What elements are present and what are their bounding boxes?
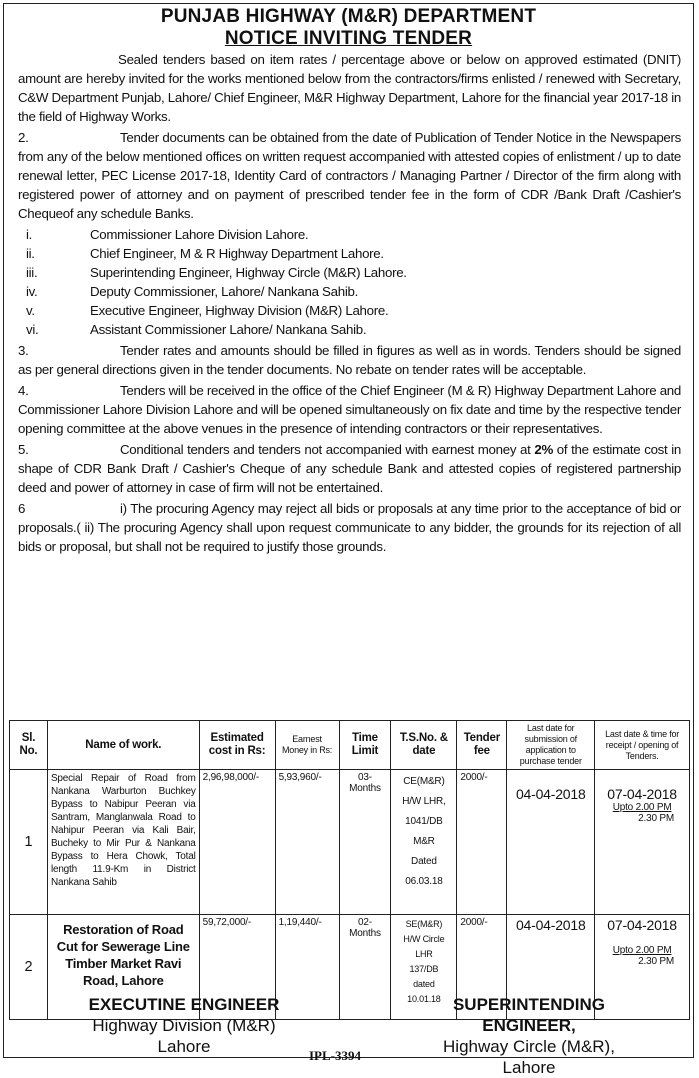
text: Conditional tenders and tenders not accompanied with earnest money at [120,442,535,457]
executive-engineer-signature [59,994,309,1057]
paragraph-3 [18,341,681,379]
text: ii. [26,246,35,261]
text: Estimated cost in Rs: [199,721,275,770]
text: Time Limit [339,721,391,770]
text: 5,93,960/- [275,770,339,915]
text: iv. [26,284,38,299]
department-title: PUNJAB HIGHWAY (M&R) DEPARTMENT [160,6,537,27]
text: 2.30 PM [638,956,674,967]
text: LHR [415,949,433,959]
text: 2. [18,130,29,145]
text: Assistant Commissioner Lahore/ Nankana Sahib. [90,322,367,337]
text: Lahore [157,1037,211,1056]
text: Restoration of Road Cut for Sewerage Line Timber Market Ravi Road, Lahore [47,915,199,1020]
text: Dated [411,856,437,867]
paragraph-1 [18,50,681,126]
text: 137/DB [409,964,439,974]
text: 3. [18,343,29,358]
list-item [18,225,681,244]
text: Superintending Engineer, Highway Circle (M&R) Lahore. [90,265,407,280]
text: Tenders will be received in the office of the Chief Engineer (M & R) Highway Department Lahore and Commissioner Lahore Division Lahore and will be opened simultaneously on fix date and time by the respective tender opening committee at the above venues in the presence of intending contractors or their representatives. [18,383,681,436]
text: Name of work. [47,721,199,770]
text: 04-04-2018 [515,917,586,933]
text: CE(M&R) [403,776,445,787]
text: 02-Months [339,915,391,1020]
text: 2000/- [457,915,507,1020]
text: 06.03.18 [405,876,443,887]
text: vi. [26,322,39,337]
notice-body [4,50,693,556]
text: Last date & time for receipt / opening of Tenders. [595,721,690,770]
text: iii. [26,265,38,280]
text: Highway Circle (M&R), [443,1037,615,1056]
office-list [18,225,681,339]
text: Sl. No. [10,721,48,770]
text: 6 [18,501,26,516]
text: T.S.No. & date [391,721,457,770]
text: Sealed tenders based on item rates / percentage above or below on approved estimated (DNIT) amount are hereby invited for the works mentioned below from the contractors/firms enlisted / renewed with Secretary, C&W Department Punjab, Lahore/ Chief Engineer, M&R Highway Department, Lahore for the financial year 2017-18 in the field of Highway Works. [18,52,681,124]
text: 07-04-2018 [607,786,677,802]
text: H/W LHR, [402,796,446,807]
text: EXECUTINE ENGINEER [88,995,280,1014]
text: M&R [413,836,435,847]
list-item [18,282,681,301]
text: Earnest Money in Rs: [275,721,339,770]
text: H/W Circle [403,934,445,944]
text: 2 [10,915,48,1020]
text: Special Repair of Road from Nankana Warburton Buchkey Bypass to Nabipur Peeran via Santram, Manglanwala Road to Nahipur Peeran via Kali Bair, Bucheky to Mir Pur & Nankana Bypass to Hera Chowk, Total length 11.9-Km in District Nankana Sahib [47,770,199,915]
table-row [10,770,690,915]
text: Tender documents can be obtained from the date of Publication of Tender Notice in the Newspapers from any of the below mentioned offices on written request accompanied with attested copies of enlistment / up to date renewal letter, PEC License 2017-18, Identity Card of contractors / Managing Partner / Director of the firm along with registered power of attorney and on payment of prescribed tender fee in the form of CDR /Bank Draft /Cashier's Chequeof any schedule Banks. [18,130,681,221]
text: i) The procuring Agency may reject all bids or proposals at any time prior to the acceptance of bid or proposals.( ii) The procuring Agency shall upon request communicate to any bidder, the grounds for its rejection of all bids or proposal, but shall not be required to justify those grounds. [18,501,681,554]
paragraph-4 [18,381,681,438]
text: 2.30 PM [638,813,674,824]
text: Upto 2.00 PM [612,802,672,813]
text: 1 [10,770,48,915]
text: Tender fee [457,721,507,770]
list-item [18,320,681,339]
superintending-engineer-signature [409,994,649,1078]
text: SE(M&R) [405,919,443,929]
list-item [18,301,681,320]
text: Commissioner Lahore Division Lahore. [90,227,309,242]
text: 2000/- [457,770,507,915]
text: Last date for submission of application to purchase tender [507,721,595,770]
text: i. [26,227,33,242]
text: v. [26,303,35,318]
text: 07-04-2018 [607,917,677,933]
text: 4. [18,383,29,398]
list-item [18,263,681,282]
text: 1041/DB [405,816,443,827]
paragraph-5 [18,440,681,497]
text: 10.01.18 [407,994,441,1004]
text: 5. [18,442,29,457]
tender-notice [3,3,694,1077]
text: 2% [534,442,553,457]
text: SUPERINTENDING ENGINEER, [452,995,606,1035]
works-table [9,720,690,1020]
text: 59,72,000/- [199,915,275,1020]
text: Tender rates and amounts should be filled in figures as well as in words. Tenders should be signed as per general directions given in the tender documents. No rebate on tender rates will be acceptable. [18,343,681,377]
text: 03-Months [339,770,391,915]
text: Executive Engineer, Highway Division (M&R) Lahore. [90,303,389,318]
advert-code: IPL-3394 [309,1048,361,1063]
notice-title: NOTICE INVITING TENDER [224,28,473,49]
text: 2,96,98,000/- [199,770,275,915]
text: Deputy Commissioner, Lahore/ Nankana Sahib. [90,284,358,299]
text: Lahore [502,1058,556,1077]
text: Chief Engineer, M & R Highway Department Lahore. [90,246,384,261]
text: 04-04-2018 [515,786,586,802]
text: Upto 2.00 PM [612,945,672,956]
text: of the estimate cost in shape of CDR Bank Draft / Cashier's Cheque of any schedule Bank and attested copies of registered partnership deed and power of attorney in case of firm will not be entertained. [18,442,682,495]
paragraph-6 [18,499,681,556]
text: Highway Division (M&R) [92,1016,276,1035]
paragraph-2 [18,128,681,223]
text: dated [413,979,435,989]
list-item [18,244,681,263]
text: 1,19,440/- [275,915,339,1020]
table-header [10,721,690,770]
